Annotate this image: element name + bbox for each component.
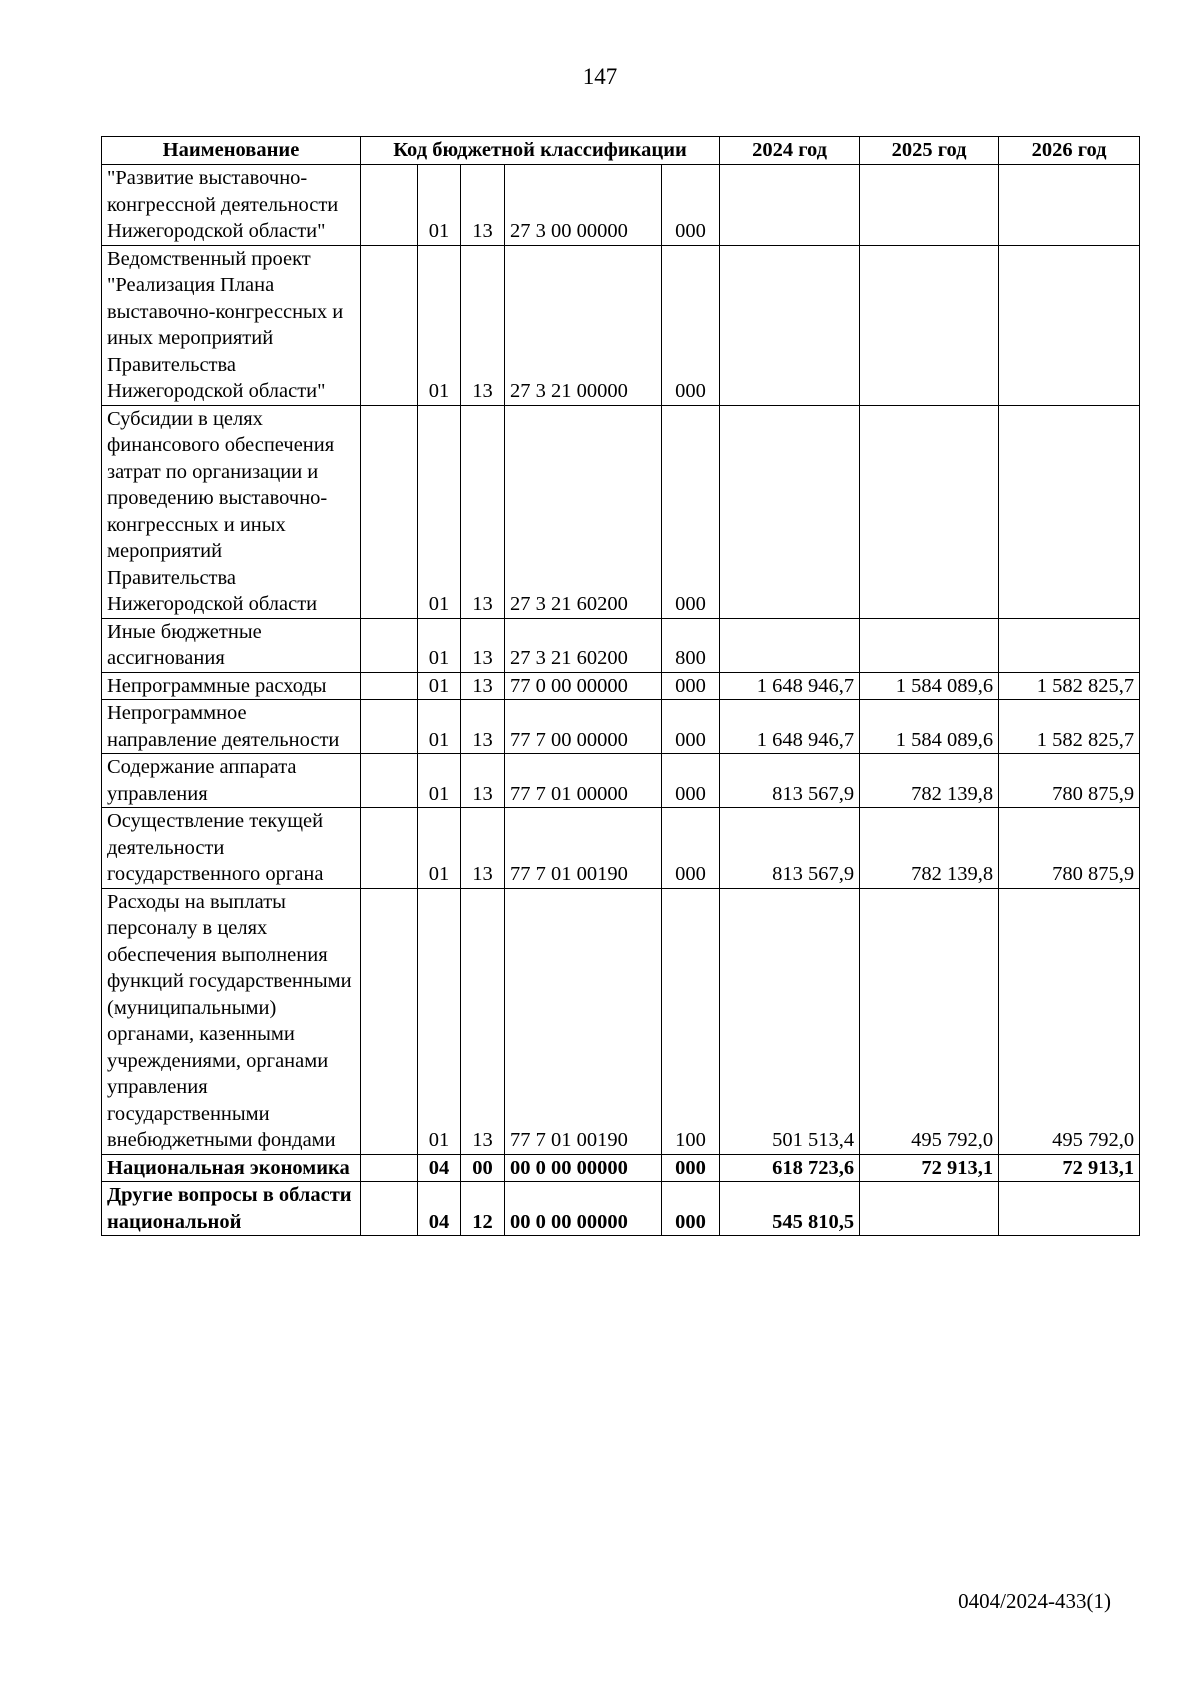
code-empty-cell <box>361 1182 418 1236</box>
code-subsection: 00 <box>461 1154 505 1182</box>
value-2026 <box>999 165 1140 246</box>
value-2025: 1 584 089,6 <box>860 700 999 754</box>
table-row <box>102 1182 1140 1236</box>
code-section: 01 <box>418 700 461 754</box>
value-2025 <box>860 245 999 405</box>
page-number: 147 <box>582 64 618 89</box>
value-2025 <box>860 618 999 672</box>
table-header-row <box>102 137 1140 165</box>
value-2024: 1 648 946,7 <box>720 672 860 700</box>
row-name: Осуществление текущей деятельности государственного органа <box>102 808 361 889</box>
code-section: 01 <box>418 672 461 700</box>
code-section: 04 <box>418 1154 461 1182</box>
value-2025: 782 139,8 <box>860 754 999 808</box>
code-target: 77 7 01 00000 <box>505 754 662 808</box>
value-2025: 495 792,0 <box>860 888 999 1154</box>
header-2024: 2024 год <box>720 137 860 165</box>
code-empty-cell <box>361 700 418 754</box>
code-target: 00 0 00 00000 <box>505 1154 662 1182</box>
row-name: Субсидии в целях финансового обеспечения затрат по организации и проведению выставочно-конгрессных и иных мероприятий Правительства Нижегородской области <box>102 405 361 618</box>
code-section: 01 <box>418 808 461 889</box>
header-2026: 2026 год <box>999 137 1140 165</box>
table-row <box>102 700 1140 754</box>
code-section: 01 <box>418 405 461 618</box>
code-subsection: 13 <box>461 808 505 889</box>
code-subsection: 13 <box>461 888 505 1154</box>
code-expense-type: 000 <box>662 405 720 618</box>
table-row <box>102 888 1140 1154</box>
code-empty-cell <box>361 245 418 405</box>
row-name: Иные бюджетные ассигнования <box>102 618 361 672</box>
code-empty-cell <box>361 405 418 618</box>
value-2026 <box>999 1182 1140 1236</box>
code-empty-cell <box>361 618 418 672</box>
code-target: 27 3 21 00000 <box>505 245 662 405</box>
value-2025: 1 584 089,6 <box>860 672 999 700</box>
table-row <box>102 245 1140 405</box>
value-2024 <box>720 405 860 618</box>
code-target: 77 7 00 00000 <box>505 700 662 754</box>
value-2026: 780 875,9 <box>999 754 1140 808</box>
header-code: Код бюджетной классификации <box>361 137 720 165</box>
row-name: Непрограммные расходы <box>102 672 361 700</box>
row-name: Непрограммное направление деятельности <box>102 700 361 754</box>
table-row <box>102 808 1140 889</box>
value-2026: 1 582 825,7 <box>999 672 1140 700</box>
document-code: 0404/2024-433(1) <box>958 1589 1111 1613</box>
code-expense-type: 000 <box>662 700 720 754</box>
value-2024 <box>720 165 860 246</box>
value-2026 <box>999 618 1140 672</box>
row-name: Национальная экономика <box>102 1154 361 1182</box>
code-expense-type: 000 <box>662 1182 720 1236</box>
budget-table <box>101 136 1140 1236</box>
value-2024: 618 723,6 <box>720 1154 860 1182</box>
code-section: 01 <box>418 165 461 246</box>
code-empty-cell <box>361 672 418 700</box>
header-name: Наименование <box>102 137 361 165</box>
code-subsection: 13 <box>461 700 505 754</box>
code-empty-cell <box>361 888 418 1154</box>
code-subsection: 13 <box>461 754 505 808</box>
row-name: Содержание аппарата управления <box>102 754 361 808</box>
row-name: Ведомственный проект "Реализация Плана выставочно-конгрессных и иных мероприятий Правительства Нижегородской области" <box>102 245 361 405</box>
code-section: 01 <box>418 618 461 672</box>
code-expense-type: 000 <box>662 165 720 246</box>
code-expense-type: 100 <box>662 888 720 1154</box>
header-2025: 2025 год <box>860 137 999 165</box>
value-2024 <box>720 245 860 405</box>
value-2024: 813 567,9 <box>720 808 860 889</box>
code-empty-cell <box>361 165 418 246</box>
code-target: 27 3 21 60200 <box>505 618 662 672</box>
value-2025: 782 139,8 <box>860 808 999 889</box>
code-target: 00 0 00 00000 <box>505 1182 662 1236</box>
value-2024 <box>720 618 860 672</box>
value-2025 <box>860 405 999 618</box>
code-empty-cell <box>361 1154 418 1182</box>
code-subsection: 13 <box>461 618 505 672</box>
value-2025 <box>860 1182 999 1236</box>
table-row <box>102 165 1140 246</box>
table-row <box>102 754 1140 808</box>
value-2026: 1 582 825,7 <box>999 700 1140 754</box>
code-target: 27 3 00 00000 <box>505 165 662 246</box>
table-row <box>102 618 1140 672</box>
code-expense-type: 000 <box>662 245 720 405</box>
code-target: 77 0 00 00000 <box>505 672 662 700</box>
code-section: 01 <box>418 754 461 808</box>
code-subsection: 13 <box>461 245 505 405</box>
code-expense-type: 000 <box>662 754 720 808</box>
value-2026: 495 792,0 <box>999 888 1140 1154</box>
row-name: Другие вопросы в области национальной <box>102 1182 361 1236</box>
code-expense-type: 000 <box>662 1154 720 1182</box>
code-subsection: 13 <box>461 672 505 700</box>
value-2025: 72 913,1 <box>860 1154 999 1182</box>
table-row <box>102 1154 1140 1182</box>
code-subsection: 12 <box>461 1182 505 1236</box>
code-expense-type: 000 <box>662 672 720 700</box>
code-section: 01 <box>418 888 461 1154</box>
code-expense-type: 800 <box>662 618 720 672</box>
code-subsection: 13 <box>461 405 505 618</box>
value-2024: 545 810,5 <box>720 1182 860 1236</box>
code-empty-cell <box>361 808 418 889</box>
code-section: 01 <box>418 245 461 405</box>
row-name: Расходы на выплаты персоналу в целях обеспечения выполнения функций государственными (муниципальными) органами, казенными учреждениями, органами управления государственными внебюджетными фондами <box>102 888 361 1154</box>
code-target: 77 7 01 00190 <box>505 888 662 1154</box>
value-2024: 813 567,9 <box>720 754 860 808</box>
code-target: 27 3 21 60200 <box>505 405 662 618</box>
row-name: "Развитие выставочно-конгрессной деятельности Нижегородской области" <box>102 165 361 246</box>
table-row <box>102 405 1140 618</box>
value-2026 <box>999 245 1140 405</box>
code-expense-type: 000 <box>662 808 720 889</box>
code-section: 04 <box>418 1182 461 1236</box>
value-2024: 501 513,4 <box>720 888 860 1154</box>
code-target: 77 7 01 00190 <box>505 808 662 889</box>
value-2025 <box>860 165 999 246</box>
code-empty-cell <box>361 754 418 808</box>
value-2024: 1 648 946,7 <box>720 700 860 754</box>
value-2026 <box>999 405 1140 618</box>
code-subsection: 13 <box>461 165 505 246</box>
value-2026: 72 913,1 <box>999 1154 1140 1182</box>
value-2026: 780 875,9 <box>999 808 1140 889</box>
table-row <box>102 672 1140 700</box>
